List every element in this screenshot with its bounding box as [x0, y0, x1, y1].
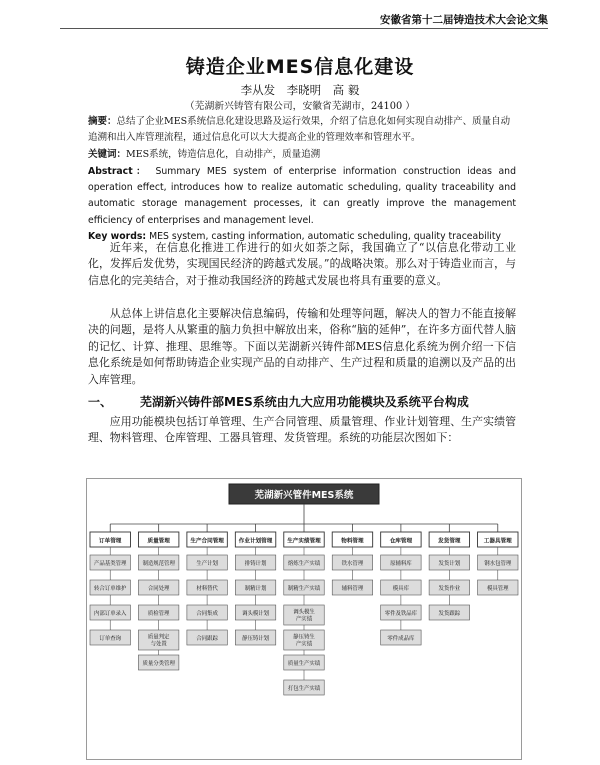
body-paragraph-2: 从总体上讲信息化主要解决信息编码，传输和处理等问题，解决人的智力不能直接解决的问题，是将人从繁重的脑力负担中解放出来，俗称“脑的延伸”，在许多方面代替人脑的记忆、计算、推理、思维等。下面以芜湖新兴铸件部MES信息化系统为例介绍一下信息化系统是如何帮助铸造企业实现产品的自动排产、生产过程和质量的追溯以及产品的出入库管理。: [88, 307, 516, 386]
module-title: 作业计划管理: [238, 538, 273, 545]
module-title: 工器具管理: [483, 538, 512, 545]
child-label: 发货跟踪: [438, 611, 461, 617]
child-label: 零件成品库: [387, 636, 415, 642]
child-label: 材料替代: [196, 586, 218, 592]
module-title: 发货管理: [438, 538, 461, 545]
keywords-en-text: MES system, casting information, automatic scheduling, quality traceability: [149, 231, 502, 242]
module-title: 生产实绩管理: [287, 538, 321, 545]
abstract-cn: [88, 114, 516, 146]
child-label: 钢水包管理: [484, 561, 512, 567]
child-label: 发货计划: [438, 561, 461, 567]
child-label: 静压铸计划: [242, 636, 270, 642]
child-label: 铁水管理: [341, 561, 364, 567]
body-paragraph-1: 近年来，在信息化推进工作进行的如火如荼之际，我国确立了“以信息化带动工业化，发挥后发优势，实现国民经济的跨越式发展。”的战略决策。那么对于铸造业而言，与信息化的完美结合，对于推动我国经济的跨越式发展也将具有重要的意义。: [88, 241, 516, 287]
child-label: 静压铸生产实绩: [293, 634, 315, 648]
child-label: 质检管理: [147, 611, 170, 617]
function-hierarchy-diagram: [86, 478, 522, 760]
affiliation: （芜湖新兴铸管有限公司，安徽省芜湖市，24100 ）: [184, 101, 416, 112]
child-label: 质量生产实绩: [287, 661, 321, 667]
abstract-cn-text: 总结了企业MES系统信息化建设思路及运行效果，介绍了信息化如何实现自动排产、质量自动追溯和出入库管理流程，通过信息化可以大大提高企业的管理效率和管理水平。: [88, 116, 511, 143]
child-label: 制精生产实绩: [287, 586, 321, 592]
child-label: 发货作业: [438, 586, 461, 592]
child-label: 产品基类管理: [94, 561, 127, 567]
module-title: 订单管理: [99, 538, 122, 545]
keywords-cn-label: 关键词：: [88, 149, 127, 160]
module-title: 物料管理: [341, 538, 364, 545]
child-label: 合同跟踪: [196, 636, 218, 642]
child-label: 合同集成: [196, 611, 218, 617]
module-title: 质量管理: [147, 538, 170, 545]
child-label: 原辅料库: [390, 561, 412, 567]
abstract-en: [88, 164, 516, 229]
module-title: 仓库管理: [389, 538, 413, 545]
keywords-cn: [88, 147, 516, 163]
diagram-canvas: [86, 478, 522, 760]
child-label: 合同处理: [147, 586, 170, 592]
authors: 李从发 李晓明 高 毅: [240, 83, 360, 97]
abstract-cn-label: 摘要：: [88, 116, 117, 127]
section-number: 一、: [88, 395, 113, 409]
child-label: 质量分类管理: [142, 661, 175, 667]
diagram-root-label: 芜湖新兴管件MES系统: [254, 490, 354, 501]
child-label: 打包生产实绩: [287, 686, 321, 692]
child-label: 调头模生产实绩: [293, 609, 315, 623]
child-label: 制精计划: [244, 586, 267, 592]
child-label: 内部订单录入: [94, 611, 127, 617]
child-label: 制造规范管理: [142, 561, 175, 567]
abstract-en-label: Abstract：: [88, 166, 149, 177]
abstract-en-text: Summary MES system of enterprise information construction ideas and operation effect, introduces how to realize automatic scheduling, quality traceability and automatic storage management processes, it can greatly improve the management efficiency of enterprises and management level.: [88, 166, 516, 226]
keywords-cn-text: MES系统，铸造信息化，自动排产，质量追溯: [126, 149, 321, 160]
child-label: 排铸计划: [244, 561, 267, 567]
section-title: 芜湖新兴铸件部MES系统由九大应用功能模块及系统平台构成: [140, 395, 469, 409]
child-label: 生产计划: [196, 561, 218, 567]
running-header: 安徽省第十二届铸造技术大会论文集: [380, 14, 548, 26]
child-label: 零件及铁品库: [384, 611, 418, 617]
child-label: 转合订单维护: [94, 586, 127, 592]
header-rule: [60, 28, 548, 29]
child-label: 熔炼生产实绩: [287, 561, 321, 567]
child-label: 辅料管理: [341, 586, 364, 592]
child-label: 调头模计划: [242, 611, 270, 617]
section-heading: [88, 393, 516, 410]
child-label: 模具管理: [486, 586, 509, 592]
child-label: 模具库: [392, 586, 409, 592]
module-title: 生产合同管理: [190, 538, 224, 545]
body-paragraph-3: 应用功能模块包括订单管理、生产合同管理、质量管理、作业计划管理、生产实绩管理、物料管理、仓库管理、工器具管理、发货管理。系统的功能层次图如下：: [88, 415, 516, 445]
child-label: 订单查询: [99, 636, 122, 642]
child-label: 质量判定与处置: [147, 634, 170, 648]
paper-title: 铸造企业MES信息化建设: [185, 56, 415, 78]
keywords-en-label: Key words:: [88, 231, 147, 242]
